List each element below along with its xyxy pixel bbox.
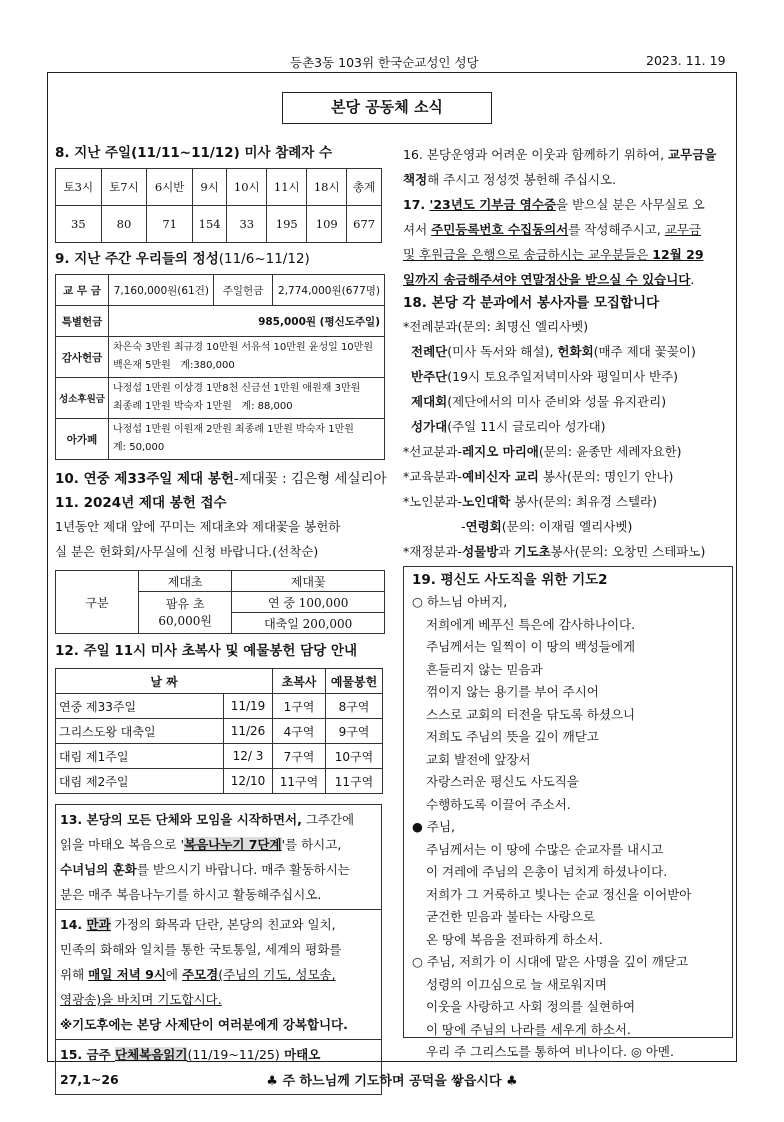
- attendance-val: 80: [101, 206, 147, 243]
- offering-value: 나정섭 1만원 이상경 1만8천 신금선 1만원 애원재 3만원 최종례 1만원 박숙자 1만원 계: 88,000: [109, 378, 385, 419]
- s17-text: 17. '23년도 기부금 영수증을 받으실 분은 사무실로 오 셔서 주민등록번호 수집동의서를 작성해주시고, 교무금 및 후원금을 은행으로 송금하시는 교우분들은 12월 29 일까지 송금해주셔야 연말정산을 받으실 수 있습니다.: [403, 197, 705, 287]
- offering-row-4: [56, 378, 385, 419]
- attendance-col: 11시: [267, 169, 307, 206]
- offering-value: 985,000원 (평신도주일): [109, 306, 385, 337]
- attendance-header-row: [56, 169, 382, 206]
- attendance-val: 154: [192, 206, 226, 243]
- server-table: [55, 668, 383, 794]
- page-title: 본당 공동체 소식: [282, 92, 492, 124]
- altar-candle-price: 팜유 초 60,000원: [139, 592, 232, 634]
- s15-box: 15. 금주 단체복음읽기(11/19~11/25) 마태오 27,1~26: [55, 1040, 382, 1095]
- s8-heading: 8. 지난 주일(11/11~11/12) 미사 참례자 수: [55, 145, 333, 161]
- page-footer: ♣ 주 하느님께 기도하며 공덕을 쌓읍시다 ♣: [266, 1074, 518, 1089]
- s14-box: 14. 만과 가정의 화목과 단란, 본당의 친교와 일치, 민족의 화해와 일치를 통한 국토통일, 세계의 평화를 위해 매일 저녁 9시에 주모경(주님의 기도, 성모송, 영광송)을 바치며 기도합시다. ※기도후에는 본당 사제단이 여러분에게 강복합니다.: [55, 910, 382, 1040]
- s11-text: 1년동안 제대 앞에 꾸미는 제대초와 제대꽃을 봉헌하 실 분은 헌화회/사무실에 신청 바랍니다.(선착순): [55, 519, 341, 559]
- table-row: 대림 제1주일 12/ 3 7구역 10구역: [56, 744, 383, 769]
- offering-label: 교 무 금: [56, 275, 109, 306]
- offering-row-3: [56, 337, 385, 378]
- altar-flower-price: 대축일 200,000: [232, 613, 385, 634]
- offering-label: 성소후원금: [56, 378, 109, 419]
- offering-value: 차은숙 3만원 최규경 10만원 서유석 10만원 윤성일 10만원 백은재 5만원 계:380,000: [109, 337, 385, 378]
- altar-category: 구분: [56, 571, 139, 634]
- right-column: [403, 142, 733, 1059]
- attendance-col: 토7시: [101, 169, 147, 206]
- attendance-val: 677: [347, 206, 382, 243]
- altar-flower-header: 제대꽃: [232, 571, 385, 592]
- offering-row-5: [56, 419, 385, 460]
- s9-heading: 9. 지난 주간 우리들의 정성(11/6~11/12): [55, 251, 310, 267]
- table-row: 연중 제33주일 11/19 1구역 8구역: [56, 694, 383, 719]
- church-name: 등촌3동 103위 한국순교성인 성당: [290, 55, 479, 70]
- attendance-col: 9시: [192, 169, 226, 206]
- offering-label: 주일헌금: [213, 275, 272, 306]
- offering-row-1: [56, 275, 385, 306]
- altar-candle-header: 제대초: [139, 571, 232, 592]
- s13-box: 13. 본당의 모든 단체와 모임을 시작하면서, 그주간에 읽을 마태오 복음으로 '복음나누기 7단계'를 하시고, 수녀님의 훈화를 받으시기 바랍니다. 매주 활동하시는 분은 매주 복음나누기를 하시고 활동해주십시오.: [55, 804, 382, 910]
- attendance-table: [55, 168, 382, 243]
- attendance-val: 35: [56, 206, 102, 243]
- offering-table: [55, 274, 385, 460]
- attendance-val: 195: [267, 206, 307, 243]
- issue-date: 2023. 11. 19: [646, 53, 726, 68]
- offering-value: 7,160,000원(61건): [109, 275, 214, 306]
- attendance-col: 10시: [227, 169, 267, 206]
- s18-heading: 18. 본당 각 분과에서 봉사자를 모집합니다: [403, 295, 660, 311]
- s11-heading: 11. 2024년 제대 봉헌 접수: [55, 495, 227, 511]
- offering-value: 나정섭 1만원 이원재 2만원 최종례 1만원 박숙자 1만원 계: 50,000: [109, 419, 385, 460]
- server-header: 초복사: [273, 669, 326, 694]
- prayer-box: 19. 평신도 사도직을 위한 기도2 ○ 하느님 아버지, 저희에게 베푸신 특은에 감사하나이다. 주님께서는 일찍이 이 땅의 백성들에게 흔들리지 않는 믿음과 꺾이지 않는 용기를 부어 주시어 스스로 교회의 터전을 닦도록 하셨으니 저희도 주님의 뜻을 깊이 깨닫고 교회 발전에 앞장서 자랑스러운 평신도 사도직을 수행하도록 이끌어 주소서. ● 주님, 주님께서는 이 땅에 수많은 순교자를 내시고 이 겨레에 주님의 은총이 넘치게 하셨나이다. 저희가 그 거룩하고 빛나는 순교 정신을 이어받아 굳건한 믿음과 불타는 사랑으로 온 땅에 복음을 전파하게 하소서. ○ 주님, 저희가 이 시대에 맡은 사명을 깊이 깨닫고 성령의 이끄심으로 늘 새로워지며 이웃을 사랑하고 사회 정의를 실현하여 이 땅에 주님의 나라를 세우게 하소서. 우리 주 그리스도를 통하여 비나이다. ◎ 아멘.: [403, 566, 733, 1038]
- table-row: 대림 제2주일 12/10 11구역 11구역: [56, 769, 383, 794]
- s18-list: *전례분과(문의: 최명신 엘리사벳) 전례단(미사 독서와 해설), 헌화회(매주 제대 꽃꽂이) 반주단(19시 토요주일저녁미사와 평일미사 반주) 제대회(제단에서의 미사 준비와 성물 유지관리) 성가대(주일 11시 글로리아 성가대) *선교분과-레지오 마리애(문의: 윤종만 세례자요한) *교육분과-예비신자 교리 봉사(문의: 명인기 안나) *노인분과-노인대학 봉사(문의: 최유경 스텔라) -연령회(문의: 이재림 엘리사벳) *재정분과-성물방과 기도초봉사(문의: 오창민 스테파노): [403, 319, 706, 559]
- table-row: 그리스도왕 대축일 11/26 4구역 9구역: [56, 719, 383, 744]
- s10-heading: 10. 연중 제33주일 제대 봉헌-제대꽃 : 김은형 세실리아: [55, 471, 387, 487]
- s16-text: 16. 본당운영과 어려운 이웃과 함께하기 위하여, 교무금을 책정해 주시고 정성껏 봉헌해 주십시오.: [403, 147, 717, 187]
- server-header: 예물봉헌: [326, 669, 383, 694]
- attendance-col: 토3시: [56, 169, 102, 206]
- offering-label: 아가페: [56, 419, 109, 460]
- left-column: [55, 142, 387, 1095]
- offering-label: 감사헌금: [56, 337, 109, 378]
- attendance-value-row: [56, 206, 382, 243]
- attendance-val: 33: [227, 206, 267, 243]
- attendance-col: 총계: [347, 169, 382, 206]
- s19-heading: 19. 평신도 사도직을 위한 기도2: [412, 572, 608, 588]
- server-header: 날 짜: [56, 669, 273, 694]
- altar-flower-price: 연 중 100,000: [232, 592, 385, 613]
- attendance-val: 71: [147, 206, 193, 243]
- attendance-val: 109: [307, 206, 347, 243]
- attendance-col: 18시: [307, 169, 347, 206]
- offering-row-2: [56, 306, 385, 337]
- attendance-col: 6시반: [147, 169, 193, 206]
- altar-table: [55, 570, 385, 634]
- s12-heading: 12. 주일 11시 미사 초복사 및 예물봉헌 담당 안내: [55, 643, 357, 659]
- offering-value: 2,774,000원(677명): [272, 275, 384, 306]
- offering-label: 특별헌금: [56, 306, 109, 337]
